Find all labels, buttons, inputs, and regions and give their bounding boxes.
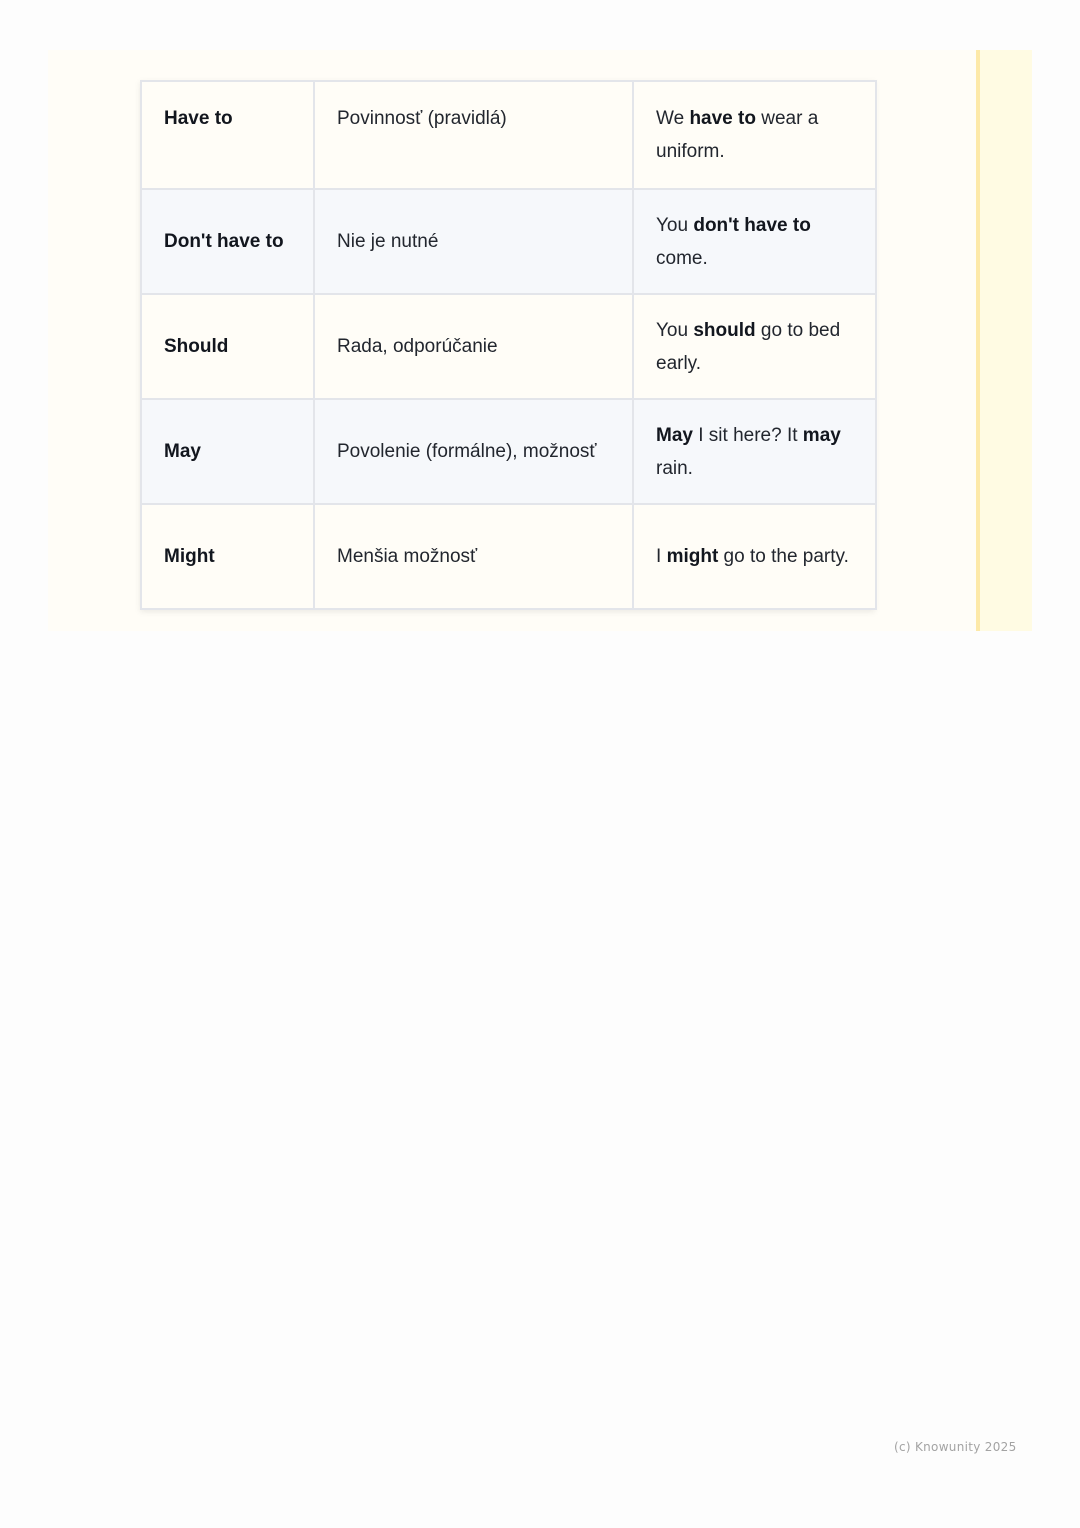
table-row <box>141 504 876 609</box>
example-cell <box>633 294 876 399</box>
meaning-cell: Menšia možnosť <box>314 504 633 609</box>
meaning-cell: Rada, odporúčanie <box>314 294 633 399</box>
example-keyword: may <box>802 424 841 446</box>
example-cell <box>633 399 876 504</box>
meaning-cell: Povolenie (formálne), možnosť <box>314 399 633 504</box>
copyright-footer: (c) Knowunity 2025 <box>894 1440 1017 1454</box>
example-keyword: have to <box>689 108 756 129</box>
example-keyword: May <box>656 424 693 446</box>
table-row <box>141 399 876 504</box>
side-accent-strip <box>976 50 1032 631</box>
table-row <box>141 81 876 189</box>
example-text: You <box>656 214 694 236</box>
example-cell <box>633 504 876 609</box>
example-text: We <box>656 108 690 129</box>
example-text: I <box>656 546 667 567</box>
example-text: rain. <box>656 457 693 479</box>
meaning-cell: Nie je nutné <box>314 189 633 294</box>
example-text: go to bed early. <box>656 319 841 374</box>
term-cell: Should <box>141 294 314 399</box>
example-text: go to the party. <box>718 546 849 567</box>
content-panel <box>48 50 1032 631</box>
example-text: wear a uniform. <box>656 108 819 162</box>
example-keyword: might <box>666 546 719 567</box>
example-keyword: don't have to <box>693 214 811 236</box>
term-cell: Don't have to <box>141 189 314 294</box>
meaning-cell: Povinnosť (pravidlá) <box>314 81 633 189</box>
term-cell: May <box>141 399 314 504</box>
term-cell: Have to <box>141 81 314 189</box>
table-row <box>141 189 876 294</box>
table-row <box>141 294 876 399</box>
example-keyword: should <box>693 319 756 341</box>
term-cell: Might <box>141 504 314 609</box>
modal-verbs-table <box>140 80 875 610</box>
example-text: come. <box>656 247 708 269</box>
example-text: You <box>656 319 694 341</box>
example-cell <box>633 189 876 294</box>
example-text: I sit here? It <box>692 424 803 446</box>
example-cell <box>633 81 876 189</box>
